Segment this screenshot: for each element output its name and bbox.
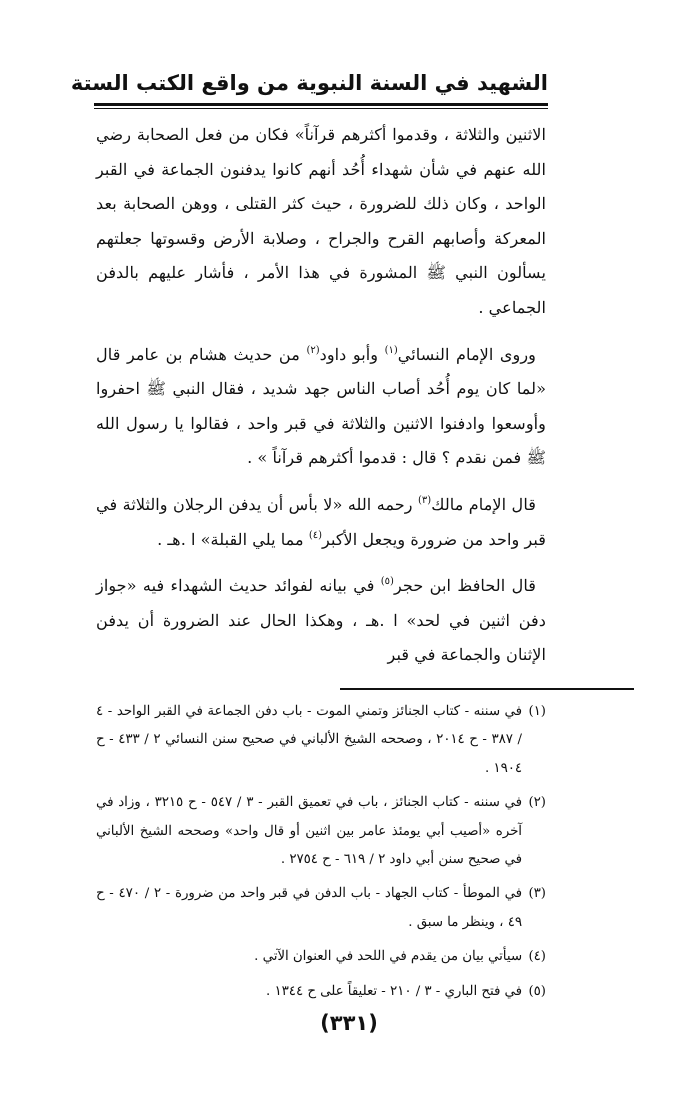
paragraph-3-part-b: رحمه الله «لا بأس أن يدفن الرجلان والثلاثة في قبر واحد من ضرورة ويجعل الأكبر <box>96 494 546 549</box>
footnote-separator <box>340 688 634 690</box>
footnote-number: (٥) <box>528 983 546 999</box>
footnote-4 <box>96 943 546 971</box>
footnote-ref-4: (٤) <box>308 529 323 541</box>
header-rule-thick <box>94 103 548 106</box>
footnote-ref-1: (١) <box>384 344 398 356</box>
paragraph-3-part-a: قال الإمام مالك <box>431 494 536 514</box>
footnote-text: في الموطأ - كتاب الجهاد - باب الدفن في قبر واحد من ضرورة - ٢ / ٤٧٠ - ح ٤٩ ، وينظر ما سبق . <box>96 886 523 930</box>
body-text <box>96 118 546 673</box>
paragraph-2-part-c: من حديث هشام بن عامر قال «لما كان يوم أُحُد أصاب الناس جهد شديد ، فقال النبي ﷺ احفروا وأوسعوا وادفنوا الاثنين والثلاثة في قبر واحد ، فقالوا يا رسول الله ﷺ فمن نقدم ؟ قال : قدموا أكثرهم قرآناً » . <box>96 344 546 468</box>
footnote-1 <box>96 698 546 783</box>
footnote-2 <box>96 789 546 874</box>
paragraph-3-part-c: مما يلي القبلة» ا .هـ . <box>157 529 309 549</box>
footnote-ref-3: (٣) <box>418 494 432 506</box>
header-rule-thin <box>94 108 548 109</box>
footnote-number: (١) <box>528 704 546 719</box>
page-number: (٣٣١) <box>320 1011 378 1035</box>
footnote-text: في فتح الباري - ٣ / ٢١٠ - تعليقاً على ح ١٣٤٤ . <box>266 983 522 999</box>
paragraph-2-part-b: وأبو داود <box>319 344 385 364</box>
footnote-ref-2: (٢) <box>306 344 320 356</box>
paragraph-4 <box>96 569 546 673</box>
footnote-text: سيأتي بيان من يقدم في اللحد في العنوان الآتي . <box>254 949 522 965</box>
paragraph-1: الاثنين والثلاثة ، وقدموا أكثرهم قرآناً» فكان من فعل الصحابة رضي الله عنهم في شأن شهداء أُحُد أنهم كانوا يدفنون الجماعة في القبر الواحد ، وكان ذلك للضرورة ، حيث كثر القتلى ، ووهن الصحابة بعد المعركة وأصابهم القرح والجراح ، وصلابة الأرض وقسوتها جعلتهم يسألون النبي ﷺ المشورة في هذا الأمر ، فأشار عليهم بالدفن الجماعي . <box>96 125 546 317</box>
running-header: الشهيد في السنة النبوية من واقع الكتب الستة <box>70 71 548 95</box>
paragraph-2-part-a: وروى الإمام النسائي <box>397 344 536 364</box>
footnote-ref-5: (٥) <box>380 576 394 588</box>
footnote-3 <box>96 880 546 937</box>
footnotes <box>96 698 546 1006</box>
footnote-5 <box>96 978 546 1006</box>
footnote-number: (٤) <box>528 949 546 965</box>
footnote-number: (٣) <box>528 886 546 902</box>
footnote-text: في سننه - كتاب الجنائز وتمني الموت - باب دفن الجماعة في القبر الواحد - ٤ / ٣٨٧ - ح ٢٠١٤ ، وصححه الشيخ الألباني في صحيح سنن النسائي ٢ / ٤٣٣ - ح ١٩٠٤ . <box>96 704 523 776</box>
paragraph-3 <box>96 488 546 557</box>
footnote-number: (٢) <box>528 795 546 811</box>
footnote-text: في سننه - كتاب الجنائز ، باب في تعميق القبر - ٣ / ٥٤٧ - ح ٣٢١٥ ، وزاد في آخره «أصيب أبي يومئذ عامر بين اثنين أو قال واحد» وصححه الشيخ الألباني في صحيح سنن أبي داود ٢ / ٦١٩ - ح ٢٧٥٤ . <box>96 795 522 868</box>
paragraph-4-part-b: في بيانه لفوائد حديث الشهداء فيه «جواز دفن اثنين في لحد» ا .هـ ، وهكذا الحال عند الضرورة أن يدفن الإثنان والجماعة في قبر <box>96 576 546 665</box>
paragraph-4-part-a: قال الحافظ ابن حجر <box>393 576 537 596</box>
paragraph-2 <box>96 338 546 476</box>
